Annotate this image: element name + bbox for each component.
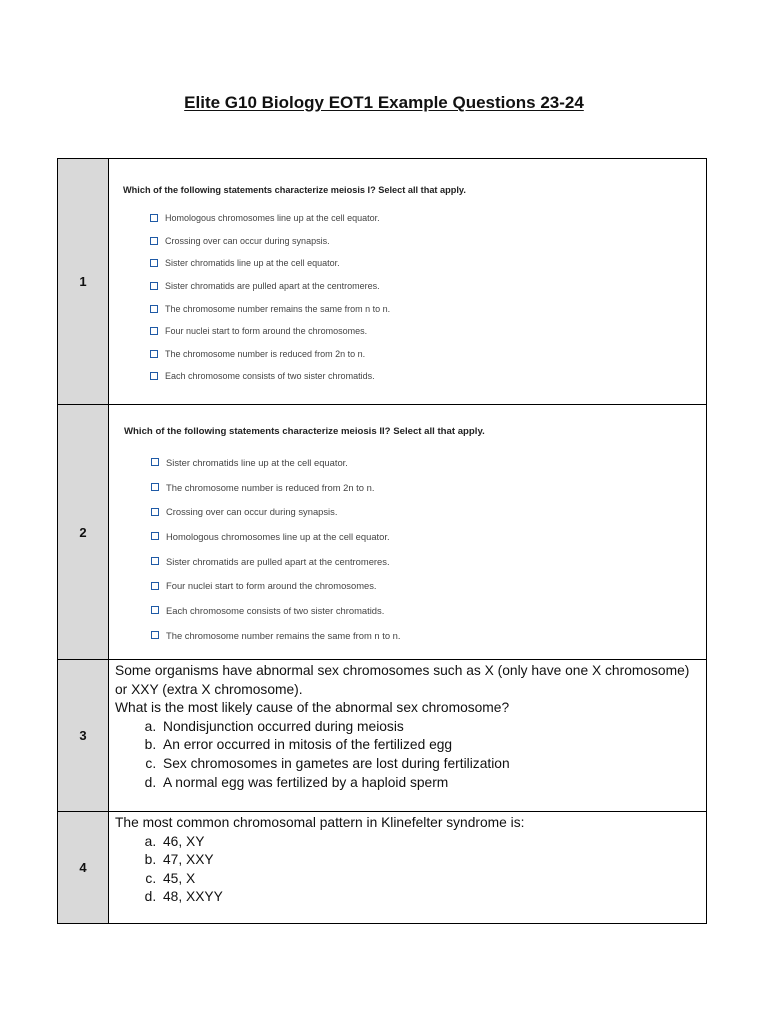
option-label: The chromosome number is reduced from 2n to n. <box>166 481 375 493</box>
checkbox-icon <box>151 532 159 540</box>
option-item <box>124 598 706 623</box>
option-item <box>123 320 706 343</box>
checkbox-icon <box>150 372 158 380</box>
checkbox-icon <box>151 508 159 516</box>
option-item: d. A normal egg was fertilized by a haploid sperm <box>160 774 700 793</box>
option-label: Homologous chromosomes line up at the cell equator. <box>165 213 380 224</box>
checkbox-icon <box>150 327 158 335</box>
checkbox-icon <box>151 483 159 491</box>
question-row-3 <box>58 660 707 812</box>
question-stem: What is the most likely cause of the abnormal sex chromosome? <box>115 700 510 716</box>
checkbox-icon <box>151 631 159 639</box>
question-number: 2 <box>58 405 109 660</box>
option-item <box>124 524 706 549</box>
option-label: Four nuclei start to form around the chromosomes. <box>165 326 368 337</box>
option-item <box>123 207 706 230</box>
option-item: a. 46, XY <box>160 833 700 852</box>
questions-table <box>57 158 707 924</box>
option-item <box>124 499 706 524</box>
option-label: Each chromosome consists of two sister chromatids. <box>165 371 375 382</box>
option-item: c. 45, X <box>160 870 700 889</box>
option-item <box>123 365 706 388</box>
question-intro: Some organisms have abnormal sex chromosomes such as X (only have one X chromosome) or XXY (extra X chromosome). <box>115 663 690 697</box>
question-content <box>109 405 707 660</box>
option-label: The chromosome number is reduced from 2n to n. <box>165 348 366 359</box>
option-item <box>123 297 706 320</box>
checkbox-icon <box>150 259 158 267</box>
checkbox-icon <box>151 582 159 590</box>
option-label: Each chromosome consists of two sister chromatids. <box>166 604 385 616</box>
checkbox-icon <box>150 237 158 245</box>
option-label: Homologous chromosomes line up at the cell equator. <box>166 530 390 542</box>
question-text-3 <box>109 660 706 792</box>
question-row-1 <box>58 159 707 405</box>
question-number: 4 <box>58 812 109 924</box>
question-row-4 <box>58 812 707 924</box>
option-item <box>124 475 706 500</box>
question-image-2 <box>109 405 706 648</box>
question-number: 3 <box>58 660 109 812</box>
checkbox-icon <box>150 350 158 358</box>
question-image-1 <box>109 159 706 388</box>
option-label: The chromosome number remains the same from n to n. <box>166 629 401 641</box>
question-content <box>109 159 707 405</box>
option-item: b. 47, XXY <box>160 851 700 870</box>
option-item: c. Sex chromosomes in gametes are lost during fertilization <box>160 755 700 774</box>
option-label: Crossing over can occur during synapsis. <box>166 506 338 518</box>
option-label: Sister chromatids line up at the cell equator. <box>166 456 348 468</box>
question-text-4 <box>109 812 706 907</box>
answer-options <box>115 833 700 907</box>
question-stem: The most common chromosomal pattern in Klinefelter syndrome is: <box>115 815 525 830</box>
checkbox-icon <box>150 282 158 290</box>
option-item <box>123 252 706 275</box>
option-item: d. 48, XXYY <box>160 888 700 907</box>
option-item: b. An error occurred in mitosis of the fertilized egg <box>160 736 700 755</box>
question-row-2 <box>58 405 707 660</box>
checkbox-icon <box>151 458 159 466</box>
question-number: 1 <box>58 159 109 405</box>
question-content <box>109 660 707 812</box>
question-stem: Which of the following statements characterize meiosis II? Select all that apply. <box>124 426 485 437</box>
document-title: Elite G10 Biology EOT1 Example Questions 23-24 <box>184 93 584 112</box>
option-item <box>123 343 706 366</box>
option-label: Sister chromatids line up at the cell equator. <box>165 258 340 269</box>
checkbox-icon <box>150 305 158 313</box>
checkbox-icon <box>151 606 159 614</box>
option-item <box>124 573 706 598</box>
question-stem: Which of the following statements characterize meiosis I? Select all that apply. <box>123 185 466 195</box>
option-label: Sister chromatids are pulled apart at the centromeres. <box>165 281 380 292</box>
question-content <box>109 812 707 924</box>
option-item <box>124 549 706 574</box>
checkbox-icon <box>151 557 159 565</box>
option-label: Crossing over can occur during synapsis. <box>165 235 330 246</box>
option-item <box>123 275 706 298</box>
option-label: Sister chromatids are pulled apart at the centromeres. <box>166 555 390 567</box>
option-item: a. Nondisjunction occurred during meiosis <box>160 718 700 737</box>
checkbox-icon <box>150 214 158 222</box>
option-label: The chromosome number remains the same from n to n. <box>165 303 391 314</box>
option-item <box>124 450 706 475</box>
option-item <box>123 230 706 253</box>
answer-options <box>115 718 700 792</box>
option-item <box>124 623 706 648</box>
option-label: Four nuclei start to form around the chromosomes. <box>166 580 377 592</box>
